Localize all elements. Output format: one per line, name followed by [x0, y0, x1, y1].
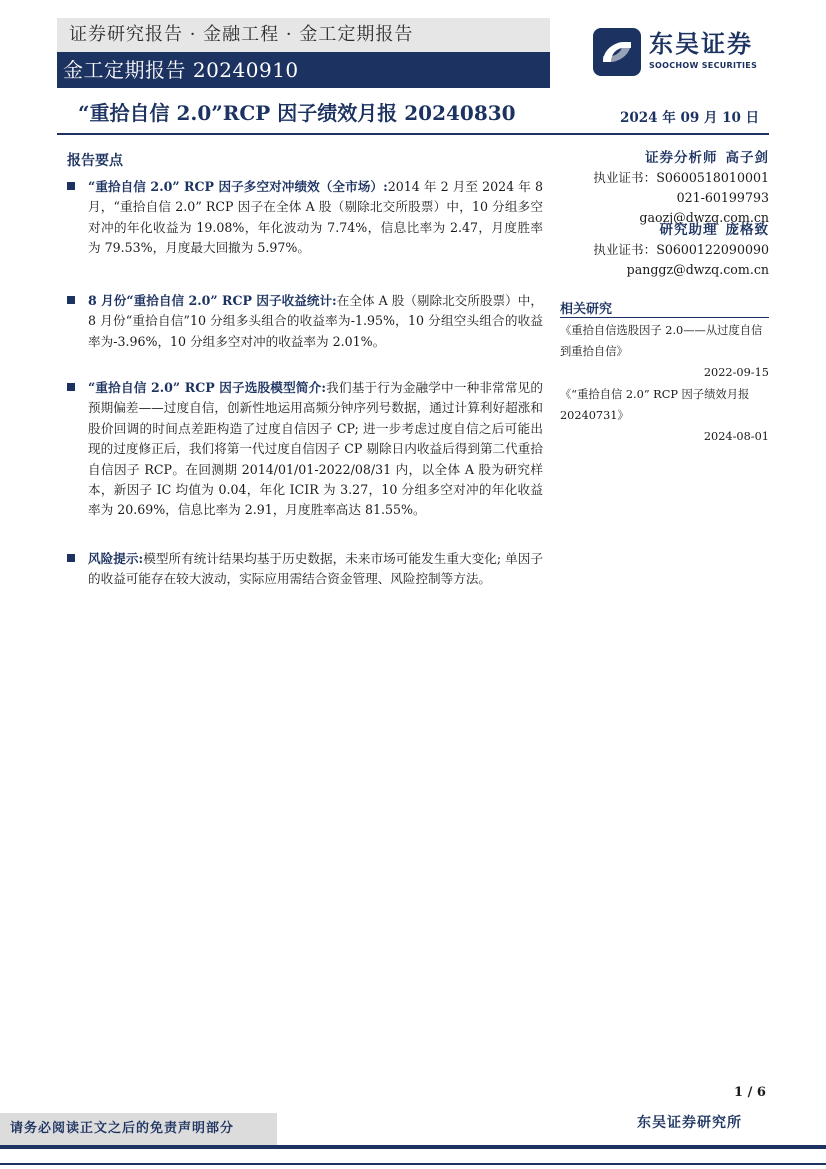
risk-warning-text: 模型所有统计结果均基于历史数据，未来市场可能发生重大变化; 单因子的收益可能存在较大波动，实际应用需结合资金管理、风险控制等方法。 [88, 551, 543, 587]
key-point-item [67, 378, 543, 521]
square-bullet-icon [67, 554, 75, 562]
assistant-role: 研究助理 [659, 222, 718, 238]
key-point-lead: “重拾自信 2.0” RCP 因子选股模型简介: [88, 380, 327, 395]
risk-warning-lead: 风险提示: [88, 551, 144, 566]
related-research-title[interactable]: 《“重拾自信 2.0” RCP 因子绩效月报 20240731》 [560, 388, 750, 422]
key-point-lead: 8 月份“重拾自信 2.0” RCP 因子收益统计: [88, 293, 337, 308]
header-divider [57, 133, 769, 135]
key-point-text: 我们基于行为金融学中一种非常常见的预期偏差——过度自信，创新性地运用高频分钟序列号数据，通过计算利好超涨和股价回调的时间点差距构造了过度自信因子 CP; 进一步考虑过度自信之后可能出现的过度修正后，我们将第一代过度自信因子 CP 剔除日内收益后得到第二代重拾自信因子 RCP。在回测期 2014/01/01-2022/08/31 内，以全体 A 股为研究样本，新因子 IC 均值为 0.04，年化 ICIR 为 3.27，10 分组多空对冲的年化收益率为 20.69%，信息比率为 2.91，月度胜率高达 81.55%。 [88, 380, 543, 518]
analyst-phone: 021-60199793 [676, 190, 769, 205]
logo-english-name: SOOCHOW SECURITIES [649, 61, 758, 70]
key-point-item [67, 291, 543, 352]
report-category-tagline: 证券研究报告 · 金融工程 · 金工定期报告 [57, 18, 550, 52]
key-point-text: 2014 年 2 月至 2024 年 8 月，“重拾自信 2.0” RCP 因子在全体 A 股（剔除北交所股票）中，10 分组多空对冲的年化收益为 19.08%，年化波动为 7.74%，信息比率为 2.47，月度胜率为 79.53%，月度最大回撤为 5.97%。 [88, 179, 543, 256]
related-research-title[interactable]: 《重拾自信选股因子 2.0——从过度自信到重拾自信》 [560, 324, 763, 358]
footer-bottom-line [0, 1163, 826, 1165]
analyst-role: 证券分析师 [644, 150, 718, 166]
research-institute-name: 东吴证券研究所 [637, 1115, 742, 1131]
analyst-name: 高子剑 [725, 150, 769, 166]
square-bullet-icon [67, 182, 75, 190]
report-date: 2024 年 09 月 10 日 [620, 110, 760, 126]
related-research-divider [560, 317, 769, 318]
square-bullet-icon [67, 383, 75, 391]
assistant-block [593, 220, 769, 280]
footer-divider [0, 1145, 826, 1149]
key-point-item [67, 177, 543, 259]
square-bullet-icon [67, 296, 75, 304]
key-points-heading: 报告要点 [67, 153, 123, 169]
report-title: “重拾自信 2.0”RCP 因子绩效月报 20240830 [78, 101, 516, 125]
key-point-text: 在全体 A 股（剔除北交所股票）中，8 月份“重拾自信”10 分组多头组合的收益率为-1.95%，10 分组空头组合的收益率为-3.96%，10 分组多空对冲的收益率为 2.01%。 [88, 293, 543, 349]
related-research-item[interactable] [560, 320, 769, 383]
related-research-item[interactable] [560, 384, 769, 447]
soochow-logo-icon [593, 28, 641, 76]
assistant-license: 执业证书：S0600122090090 [593, 242, 769, 257]
report-series-band: 金工定期报告 20240910 [57, 52, 550, 88]
page-number: 1 / 6 [734, 1085, 766, 1100]
related-research-date: 2024-08-01 [703, 430, 769, 443]
assistant-email: panggz@dwzq.com.cn [626, 262, 769, 277]
related-research-heading: 相关研究 [560, 302, 613, 317]
analyst-email: gaozj@dwzq.com.cn [639, 210, 769, 225]
disclaimer-notice: 请务必阅读正文之后的免责声明部分 [0, 1113, 277, 1145]
logo-chinese-name: 东吴证券 [649, 30, 753, 58]
analyst-license: 执业证书：S0600518010001 [593, 170, 769, 185]
company-logo [593, 28, 773, 76]
assistant-name: 庞格致 [725, 222, 769, 238]
analyst-block [593, 148, 769, 228]
key-point-lead: “重拾自信 2.0” RCP 因子多空对冲绩效（全市场）: [88, 179, 388, 194]
risk-warning-item [67, 549, 543, 590]
related-research-date: 2022-09-15 [703, 366, 769, 379]
